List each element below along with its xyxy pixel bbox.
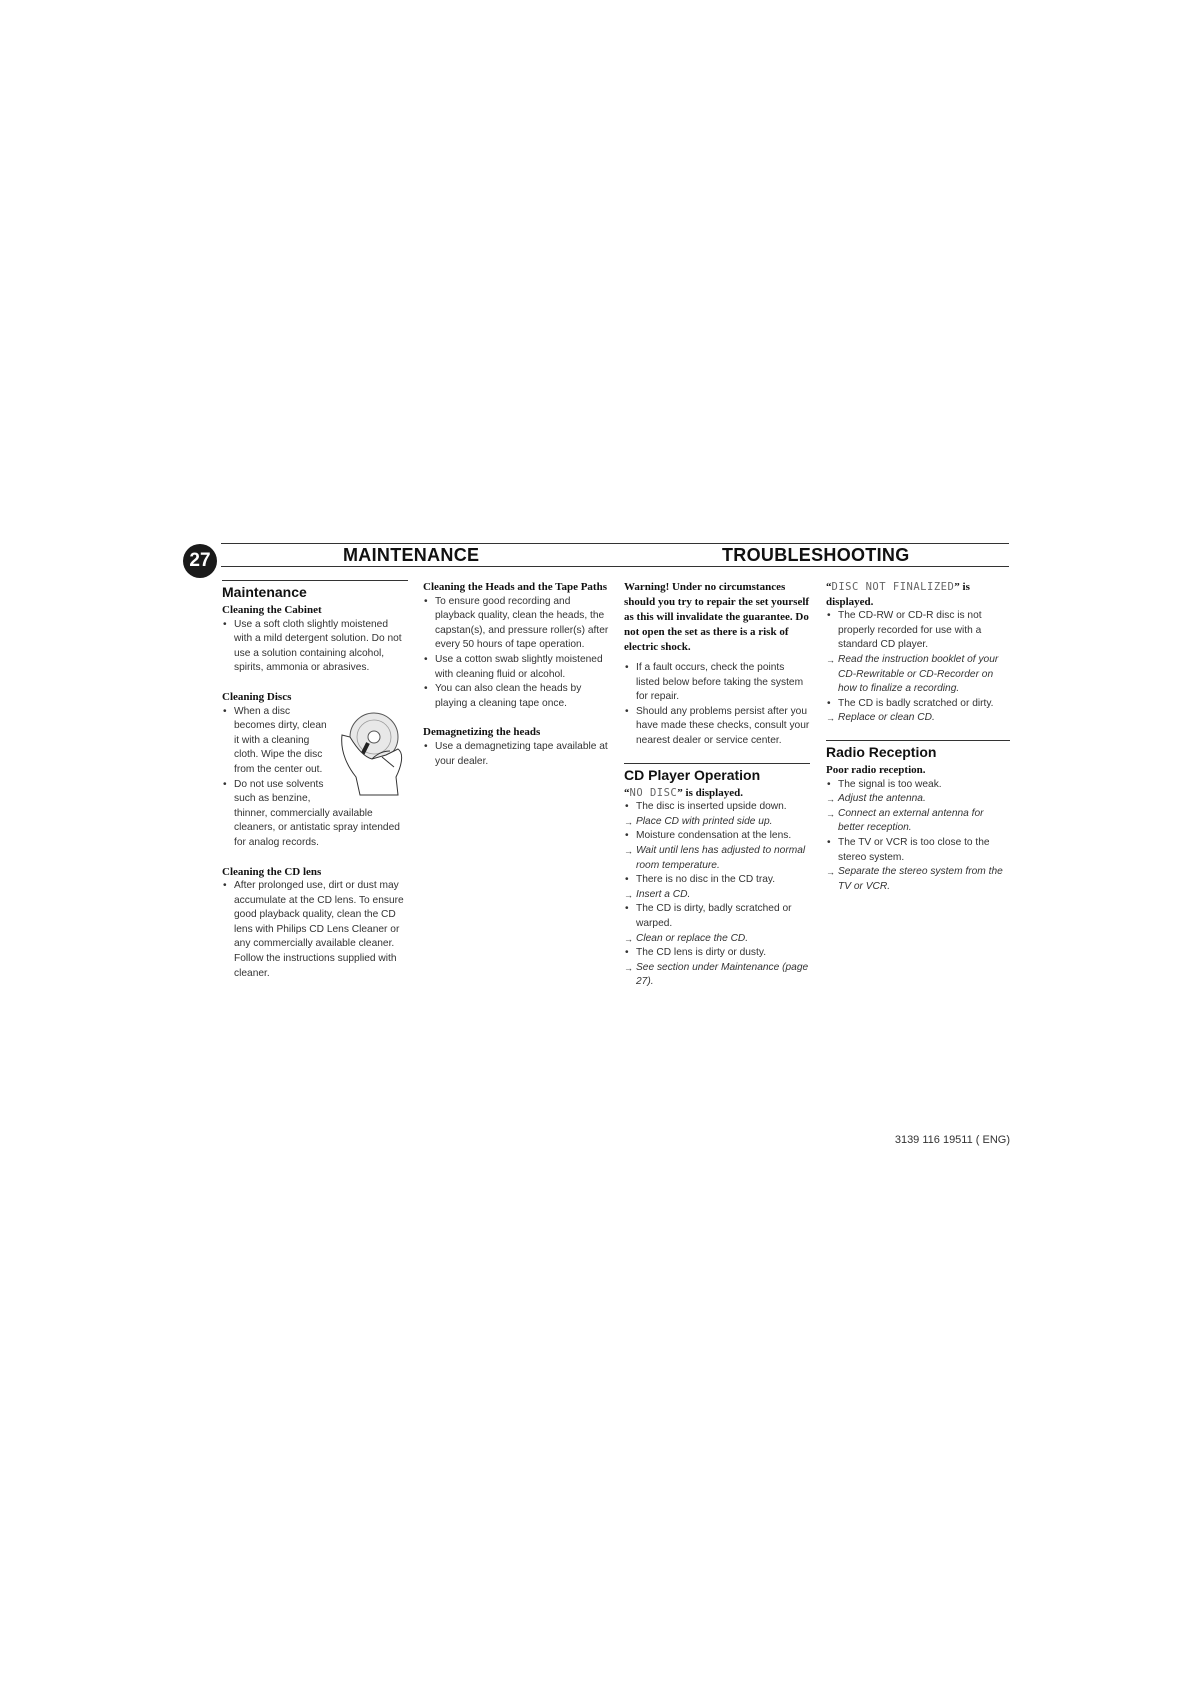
heading-cleaning-lens: Cleaning the CD lens [222,865,322,878]
warning-text: Warning! Under no circumstances should you try to repair the set yourself as this will invalidate the guarantee. Do not open the set as there is a risk of electric shock. [624,581,810,653]
list-item: • When a disc becomes dirty, clean it with a cleaning cloth. Wipe the disc from the center out. [222,705,408,778]
list-item: • Should any problems persist after you have made these checks, consult your nearest dealer or service center. [624,705,810,749]
column-maintenance-2 [423,580,609,769]
list-item: → Replace or clean CD. [826,711,1010,726]
list-item: → See section under Maintenance (page 27). [624,961,810,990]
discs-list [222,705,408,851]
list-item: • Use a cotton swab slightly moistened with cleaning fluid or alcohol. [423,653,609,682]
list-item: • The CD is dirty, badly scratched or warped. [624,902,810,931]
heading-disc-not-finalized: “DISC NOT FINALIZED” is displayed. [826,581,970,608]
section-title-cd-player: CD Player Operation [624,763,810,784]
list-item: → Connect an external antenna for better reception. [826,807,1010,836]
list-item: • To ensure good recording and playback quality, clean the heads, the capstan(s), and pressure roller(s) after every 50 hours of tape operation. [423,595,609,653]
radio-list [826,778,1010,895]
footer-code: 3139 116 19511 ( ENG) [894,1134,1010,1146]
lcd-message: NO DISC [629,786,678,799]
heading-cleaning-cabinet: Cleaning the Cabinet [222,604,322,616]
heading-cleaning-discs: Cleaning Discs [222,690,292,703]
list-item: • Do not use solvents such as benzine, thinner, commercially available cleaners, or antistatic spray intended for analog records. [222,778,408,851]
list-item: • Use a demagnetizing tape available at your dealer. [423,740,609,769]
list-item: • After prolonged use, dirt or dust may accumulate at the CD lens. To ensure good playback quality, clean the CD lens with Philips CD Lens Cleaner or any commercially available cleaner. Follow the instructions supplied with cleaner. [222,879,408,981]
cd-list [624,800,810,990]
list-item: • The signal is too weak. [826,778,1010,793]
page-number: 27 [183,544,217,578]
lcd-message: DISC NOT FINALIZED [831,581,955,593]
cabinet-list [222,618,408,676]
heads-list [423,595,609,712]
column-troubleshooting-2 [826,580,1010,894]
list-item: → Adjust the antenna. [826,792,1010,807]
heading-poor-reception: Poor radio reception. [826,763,926,776]
list-item: • If a fault occurs, check the points listed below before taking the system for repair. [624,661,810,705]
list-item: → Read the instruction booklet of your CD-Rewritable or CD-Recorder on how to finalize a recording. [826,653,1010,697]
section-title-radio: Radio Reception [826,740,1010,761]
finalized-list [826,609,1010,726]
list-item: • Use a soft cloth slightly moistened with a mild detergent solution. Do not use a solution containing alcohol, spirits, ammonia or abrasives. [222,618,408,676]
section-title-maintenance: Maintenance [222,580,408,601]
list-item: • The CD-RW or CD-R disc is not properly recorded for use with a standard CD player. [826,609,1010,653]
heading-cleaning-heads: Cleaning the Heads and the Tape Paths [423,581,607,593]
heading-demagnetizing: Demagnetizing the heads [423,726,541,739]
list-item: • The TV or VCR is too close to the stereo system. [826,836,1010,865]
intro-list [624,661,810,749]
message-suffix: ” is displayed. [677,786,743,799]
heading-no-disc: “NO DISC” is displayed. [624,786,743,799]
list-item: • There is no disc in the CD tray. [624,873,810,888]
header-maintenance: MAINTENANCE [343,545,480,565]
list-item: • The CD is badly scratched or dirty. [826,697,1010,712]
list-item: → Clean or replace the CD. [624,932,810,947]
list-item: • The CD lens is dirty or dusty. [624,946,810,961]
list-item: → Wait until lens has adjusted to normal room temperature. [624,844,810,873]
header-rule-bottom [221,566,1009,567]
list-item: → Insert a CD. [624,888,810,903]
demag-list [423,740,609,769]
header-troubleshooting: TROUBLESHOOTING [722,545,910,565]
list-item: • The disc is inserted upside down. [624,800,810,815]
message-suffix: ” is displayed. [826,581,970,608]
column-maintenance-1 [222,580,408,981]
lens-list [222,879,408,981]
list-item: → Separate the stereo system from the TV or VCR. [826,865,1010,894]
list-item: • Moisture condensation at the lens. [624,829,810,844]
column-troubleshooting-1 [624,580,810,990]
list-item: → Place CD with printed side up. [624,815,810,830]
list-item: • You can also clean the heads by playing a cleaning tape once. [423,682,609,711]
